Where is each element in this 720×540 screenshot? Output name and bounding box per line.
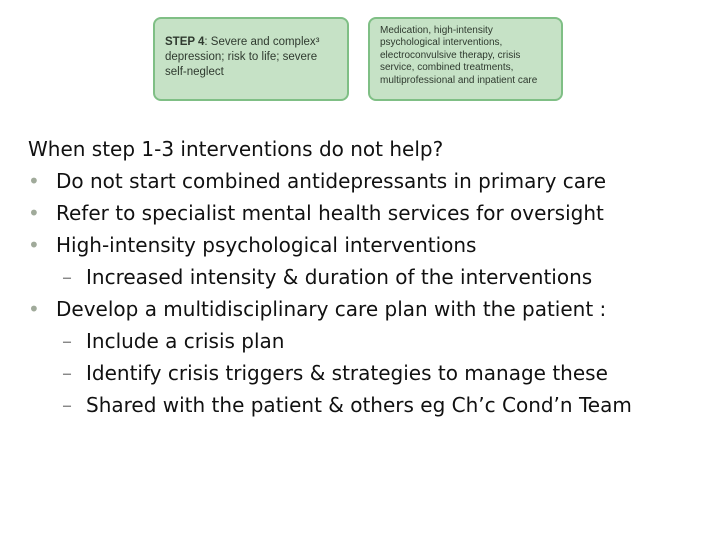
treatment-text: Medication, high-intensity psychological interventions, electroconvulsive therapy, crisis service, combined treatments, multiprofessional and inpatient care bbox=[380, 25, 538, 86]
bullet-item bbox=[28, 165, 718, 197]
dash-icon: – bbox=[62, 393, 72, 417]
sub-bullet-item bbox=[28, 325, 718, 357]
step-description: : Severe and complex³ depression; risk to life; severe self-neglect bbox=[165, 36, 320, 78]
sub-bullet-text: Identify crisis triggers & strategies to manage these bbox=[86, 361, 608, 385]
step-4-box bbox=[153, 17, 349, 101]
dash-icon: – bbox=[62, 361, 72, 385]
dash-icon: – bbox=[62, 329, 72, 353]
bullet-text: Refer to specialist mental health services for oversight bbox=[56, 201, 604, 225]
bullet-icon: • bbox=[28, 201, 40, 225]
sub-bullet-item bbox=[28, 389, 718, 421]
bullet-item bbox=[28, 229, 718, 261]
bullet-icon: • bbox=[28, 169, 40, 193]
step-label: STEP 4 bbox=[165, 36, 205, 48]
sub-bullet-item bbox=[28, 357, 718, 389]
dash-icon: – bbox=[62, 265, 72, 289]
bullet-item bbox=[28, 197, 718, 229]
sub-bullet-text: Increased intensity & duration of the interventions bbox=[86, 265, 593, 289]
bullet-icon: • bbox=[28, 233, 40, 257]
sub-bullet-text: Shared with the patient & others eg Ch’c Cond’n Team bbox=[86, 393, 632, 417]
slide-heading: When step 1-3 interventions do not help? bbox=[28, 137, 444, 161]
treatment-box bbox=[368, 17, 563, 101]
bullet-icon: • bbox=[28, 297, 40, 321]
bullet-text: High-intensity psychological interventions bbox=[56, 233, 477, 257]
bullet-text: Do not start combined antidepressants in primary care bbox=[56, 169, 607, 193]
bullet-text: Develop a multidisciplinary care plan with the patient : bbox=[56, 297, 607, 321]
sub-bullet-text: Include a crisis plan bbox=[86, 329, 285, 353]
slide-body bbox=[28, 133, 718, 421]
sub-bullet-item bbox=[28, 261, 718, 293]
bullet-item bbox=[28, 293, 718, 325]
